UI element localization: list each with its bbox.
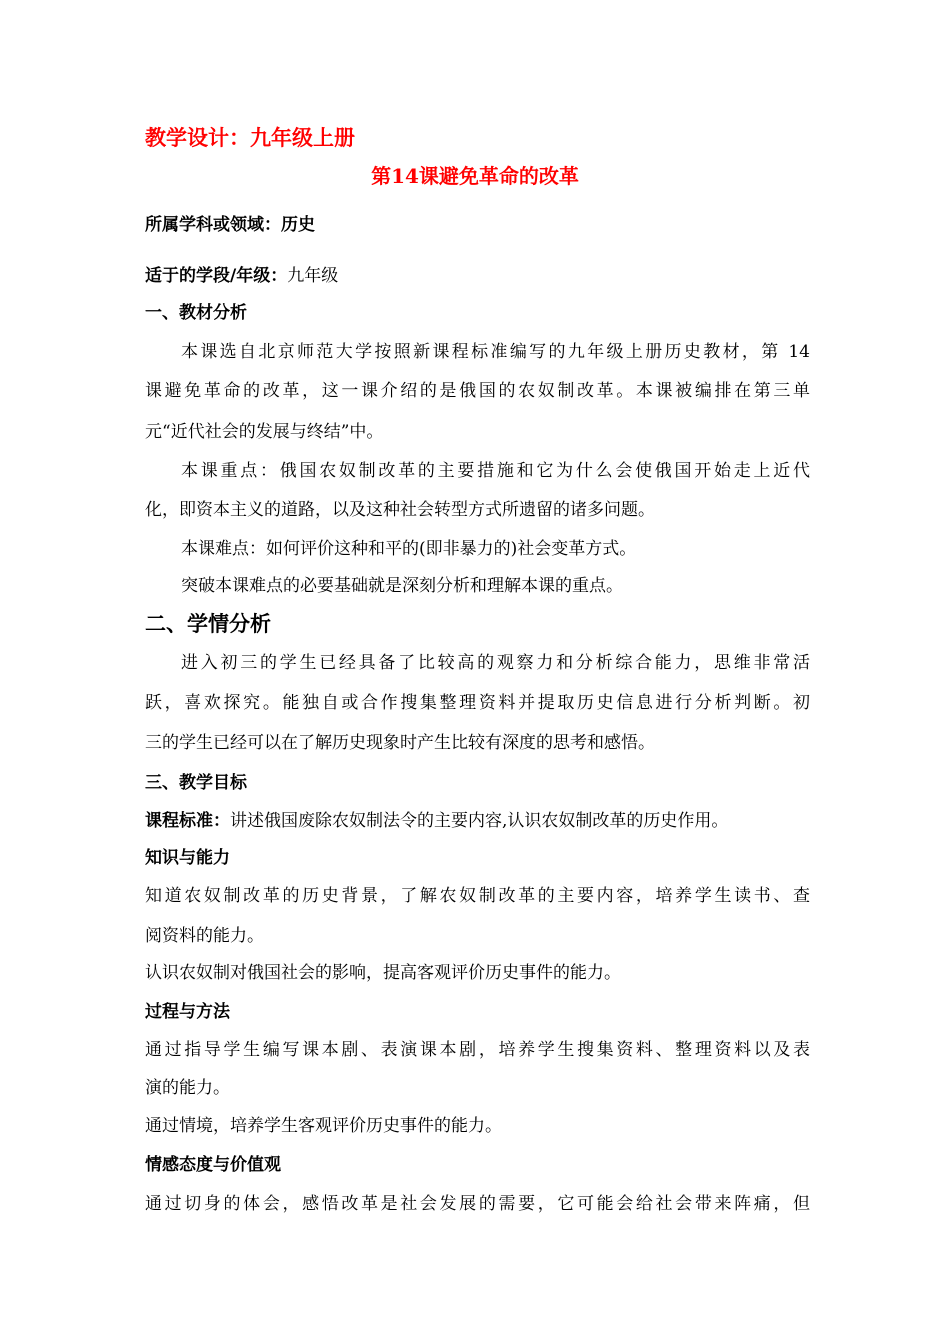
section1-line-4: 本课重点：俄国农奴制改革的主要措施和它为什么会使俄国开始走上近代 <box>181 461 810 481</box>
section1-line-1: 本课选自北京师范大学按照新课程标准编写的九年级上册历史教材，第 14 <box>181 342 810 362</box>
section1-line-2: 课避免革命的改革，这一课介绍的是俄国的农奴制改革。本课被编排在第三单 <box>145 381 810 401</box>
section1-line-7: 突破本课难点的必要基础就是深刻分析和理解本课的重点。 <box>181 576 623 596</box>
section2-line-2: 跃，喜欢探究。能独自或合作搜集整理资料并提取历史信息进行分析判断。初 <box>145 693 810 713</box>
subject-value: 历史 <box>281 215 315 235</box>
grade-value: 九年级 <box>287 266 339 286</box>
section1-line-5: 化，即资本主义的道路，以及这种社会转型方式所遗留的诸多问题。 <box>145 500 655 520</box>
process-heading: 过程与方法 <box>145 1002 230 1022</box>
section3-heading: 三、教学目标 <box>145 773 247 793</box>
grade-label: 适于的学段/年级： <box>145 266 288 286</box>
lesson-title: 第14课避免革命的改革 <box>371 164 579 188</box>
attitude-heading: 情感态度与价值观 <box>145 1155 281 1175</box>
section2-line-1: 进入初三的学生已经具备了比较高的观察力和分析综合能力，思维非常活 <box>181 653 810 673</box>
document-title: 教学设计：九年级上册 <box>145 125 355 150</box>
course-standard-text: 讲述俄国废除农奴制法令的主要内容,认识农奴制改革的历史作用。 <box>230 811 729 831</box>
section1-line-6: 本课难点：如何评价这种和平的(即非暴力的)社会变革方式。 <box>181 539 637 559</box>
process-line-1: 通过指导学生编写课本剧、表演课本剧，培养学生搜集资料、整理资料以及表 <box>145 1040 810 1060</box>
course-standard-label: 课程标准： <box>145 811 230 831</box>
subject-label: 所属学科或领域： <box>145 215 281 235</box>
attitude-line-1: 通过切身的体会，感悟改革是社会发展的需要，它可能会给社会带来阵痛，但 <box>145 1194 810 1214</box>
knowledge-line-3: 认识农奴制对俄国社会的影响，提高客观评价历史事件的能力。 <box>145 963 621 983</box>
process-line-2: 演的能力。 <box>145 1078 230 1098</box>
knowledge-line-2: 阅资料的能力。 <box>145 926 264 946</box>
grade-line <box>145 264 810 288</box>
section1-line-3: 元“近代社会的发展与终结”中。 <box>145 422 384 442</box>
section2-line-3: 三的学生已经可以在了解历史现象时产生比较有深度的思考和感悟。 <box>145 733 655 753</box>
process-line-3: 通过情境，培养学生客观评价历史事件的能力。 <box>145 1116 502 1136</box>
section1-heading: 一、教材分析 <box>145 303 247 323</box>
knowledge-line-1: 知道农奴制改革的历史背景，了解农奴制改革的主要内容，培养学生读书、查 <box>145 886 810 906</box>
knowledge-heading: 知识与能力 <box>145 848 230 868</box>
section2-heading: 二、学情分析 <box>145 611 271 636</box>
subject-line <box>145 213 810 237</box>
course-standard-line <box>145 809 810 833</box>
